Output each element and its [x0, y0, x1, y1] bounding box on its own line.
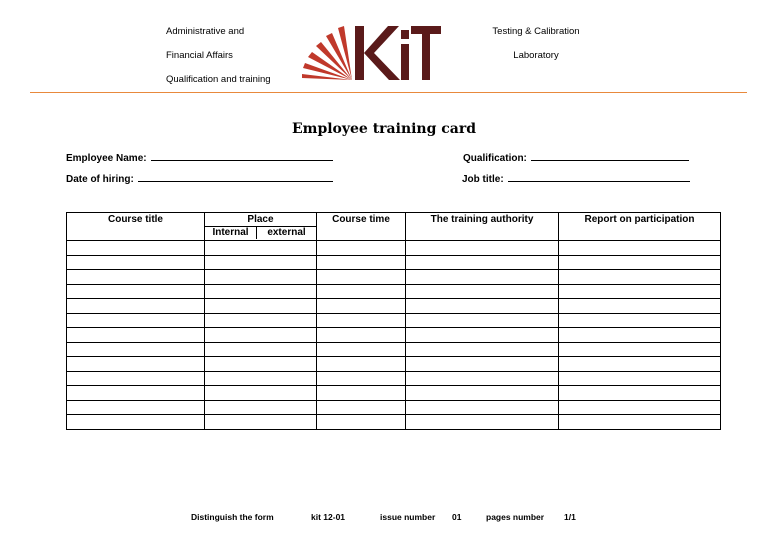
table-cell[interactable]: [67, 284, 205, 299]
table-cell[interactable]: [317, 386, 406, 401]
table-cell[interactable]: [67, 255, 205, 270]
table-cell[interactable]: [559, 328, 721, 343]
table-row: [67, 313, 721, 328]
table-cell[interactable]: [406, 255, 559, 270]
table-cell[interactable]: [67, 313, 205, 328]
training-table: [66, 212, 721, 430]
table-cell[interactable]: [205, 386, 317, 401]
table-cell[interactable]: [406, 415, 559, 430]
place-subheaders: [205, 226, 316, 239]
table-cell[interactable]: [406, 371, 559, 386]
table-row: [67, 371, 721, 386]
kit-logo: [300, 22, 442, 84]
table-row: [67, 342, 721, 357]
table-cell[interactable]: [205, 284, 317, 299]
employee-name-field: [66, 150, 333, 164]
table-row: [67, 270, 721, 285]
table-cell[interactable]: [559, 284, 721, 299]
table-cell[interactable]: [205, 299, 317, 314]
logo-letters: [355, 26, 441, 80]
table-cell[interactable]: [205, 357, 317, 372]
table-cell[interactable]: [205, 313, 317, 328]
table-cell[interactable]: [406, 241, 559, 256]
laboratory-block: [470, 20, 602, 68]
table-cell[interactable]: [317, 255, 406, 270]
external-header: external: [267, 227, 306, 238]
table-row: [67, 241, 721, 256]
qualification-line[interactable]: [531, 150, 689, 161]
job-title-line[interactable]: [508, 171, 690, 182]
table-cell[interactable]: [317, 357, 406, 372]
table-cell[interactable]: [406, 400, 559, 415]
table-cell[interactable]: [317, 415, 406, 430]
table-cell[interactable]: [559, 400, 721, 415]
table-cell[interactable]: [317, 241, 406, 256]
internal-header: Internal: [205, 227, 257, 239]
employee-name-line[interactable]: [151, 150, 333, 161]
page-title: Employee training card: [291, 121, 477, 137]
table-cell[interactable]: [317, 328, 406, 343]
pages-value: 1/1: [564, 512, 576, 522]
table-row: [67, 299, 721, 314]
table-cell[interactable]: [205, 241, 317, 256]
table-cell[interactable]: [406, 357, 559, 372]
table-cell[interactable]: [205, 270, 317, 285]
date-of-hiring-field: [66, 171, 333, 185]
issue-value: 01: [452, 512, 462, 522]
table-row: [67, 386, 721, 401]
table-cell[interactable]: [559, 241, 721, 256]
table-row: [67, 357, 721, 372]
table-cell[interactable]: [559, 371, 721, 386]
table-cell[interactable]: [67, 357, 205, 372]
table-cell[interactable]: [406, 284, 559, 299]
table-cell[interactable]: [205, 328, 317, 343]
table-cell[interactable]: [406, 342, 559, 357]
table-cell[interactable]: [559, 299, 721, 314]
table-cell[interactable]: [205, 371, 317, 386]
table-cell[interactable]: [67, 328, 205, 343]
department-line: Administrative and: [166, 26, 245, 37]
header-rule: [30, 92, 747, 93]
table-cell[interactable]: [406, 299, 559, 314]
form-code: kit 12-01: [311, 512, 346, 522]
department-line: Qualification and training: [166, 74, 271, 85]
table-cell[interactable]: [559, 415, 721, 430]
date-of-hiring-label: Date of hiring:: [66, 174, 134, 185]
course-title-header: Course title: [67, 213, 205, 241]
table-cell[interactable]: [559, 386, 721, 401]
table-cell[interactable]: [67, 270, 205, 285]
table-cell[interactable]: [406, 270, 559, 285]
table-cell[interactable]: [67, 241, 205, 256]
table-cell[interactable]: [559, 255, 721, 270]
table-cell[interactable]: [67, 415, 205, 430]
table-cell[interactable]: [67, 342, 205, 357]
department-line: Financial Affairs: [166, 50, 233, 61]
table-cell[interactable]: [67, 371, 205, 386]
table-cell[interactable]: [559, 270, 721, 285]
table-cell[interactable]: [559, 342, 721, 357]
table-cell[interactable]: [317, 284, 406, 299]
issue-label: issue number: [380, 512, 436, 522]
table-cell[interactable]: [406, 386, 559, 401]
form-label: Distinguish the form: [191, 512, 274, 522]
table-cell[interactable]: [406, 328, 559, 343]
table-cell[interactable]: [205, 415, 317, 430]
table-row: [67, 284, 721, 299]
pages-label: pages number: [486, 512, 545, 522]
table-cell[interactable]: [406, 313, 559, 328]
table-cell[interactable]: [559, 357, 721, 372]
place-header: [205, 213, 317, 241]
qualification-field: [463, 150, 689, 164]
table-cell[interactable]: [205, 342, 317, 357]
table-row: [67, 255, 721, 270]
table-cell[interactable]: [559, 313, 721, 328]
table-row: [67, 415, 721, 430]
table-cell[interactable]: [317, 400, 406, 415]
table-cell[interactable]: [205, 400, 317, 415]
laboratory-line: Testing & Calibration: [492, 26, 580, 37]
course-time-header: Course time: [317, 213, 406, 241]
laboratory-line: Laboratory: [513, 50, 559, 61]
place-label: Place: [247, 214, 274, 225]
employee-name-label: Employee Name:: [66, 153, 147, 164]
table-row: [67, 400, 721, 415]
table-cell[interactable]: [317, 313, 406, 328]
table-cell[interactable]: [317, 299, 406, 314]
table-cell[interactable]: [67, 299, 205, 314]
department-block: [166, 20, 271, 92]
job-title-label: Job title:: [462, 174, 504, 185]
table-row: [67, 328, 721, 343]
table-cell[interactable]: [205, 255, 317, 270]
table-cell[interactable]: [67, 386, 205, 401]
qualification-label: Qualification:: [463, 153, 527, 164]
table-cell[interactable]: [317, 342, 406, 357]
job-title-field: [462, 171, 690, 185]
logo-rays: [302, 26, 352, 80]
report-header: Report on participation: [559, 213, 721, 241]
table-body: [67, 241, 721, 430]
date-of-hiring-line[interactable]: [138, 171, 333, 182]
table-cell[interactable]: [317, 270, 406, 285]
training-authority-header: The training authority: [406, 213, 559, 241]
table-cell[interactable]: [317, 371, 406, 386]
table-cell[interactable]: [67, 400, 205, 415]
